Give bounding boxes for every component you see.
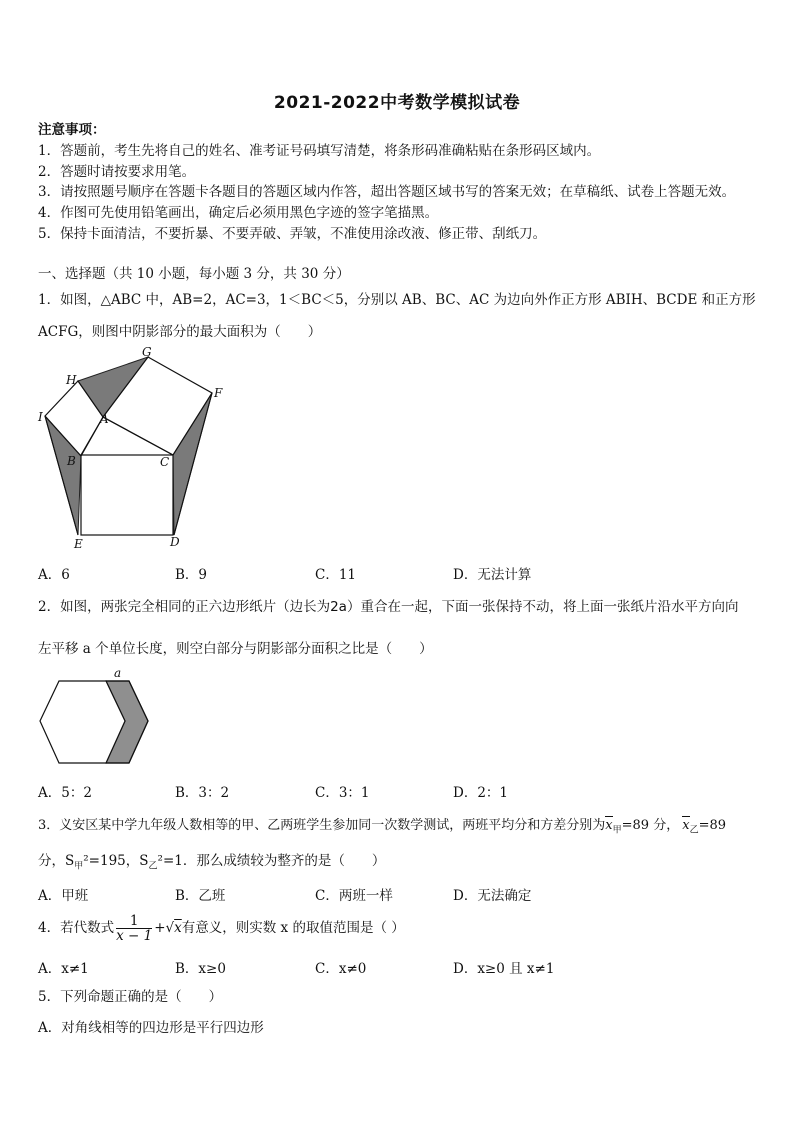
q5-option-a: A．对角线相等的四边形是平行四边形 — [38, 1020, 264, 1036]
q2-text-line1: 2．如图，两张完全相同的正六边形纸片（边长为2a）重合在一起，下面一张保持不动，将上面一张纸片沿水平方向向 — [38, 599, 739, 615]
q4-options — [38, 957, 778, 975]
notice-item-1: 1．答题前，考生先将自己的姓名、准考证号码填写清楚，将条形码准确粘贴在条形码区域内。 — [38, 143, 601, 159]
q1-figure — [36, 343, 236, 553]
q4-option-a: A．x≠1 — [38, 961, 89, 977]
notice-heading: 注意事项： — [38, 122, 106, 138]
label-d: D — [170, 535, 180, 549]
q1-text-line1: 1．如图，△ABC 中，AB=2，AC=3，1＜BC＜5，分别以 AB、BC、AC 为边向外作正方形 ABIH、BCDE 和正方形 — [38, 292, 756, 308]
label-g: G — [142, 345, 152, 359]
q4-text: 4．若代数式 $\frac{1}{x - 1}$ +√x有意义，则实数 x 的取值范围是（ ） — [38, 913, 405, 944]
notice-item-2: 2．答题时请按要求用笔。 — [38, 164, 196, 180]
label-h: H — [66, 373, 77, 387]
label-e: E — [74, 537, 83, 551]
q3-option-b: B．乙班 — [175, 888, 226, 904]
notice-item-3: 3．请按照题号顺序在答题卡各题目的答题区域内作答，超出答题区域书写的答案无效；在草稿纸、试卷上答题无效。 — [38, 184, 736, 200]
q1-options — [38, 563, 778, 581]
q3-text-line1: 3．义安区某中学九年级人数相等的甲、乙两班学生参加同一次数学测试，两班平均分和方差分别为$x_甲=89$ 分， $x_乙=89$ — [38, 818, 727, 836]
q4-option-b: B．x≥0 — [175, 961, 226, 977]
label-i: I — [38, 410, 43, 424]
q4-option-c: C．x≠0 — [315, 961, 367, 977]
label-f: F — [214, 386, 223, 400]
q2-side-length: 2a — [330, 599, 347, 615]
notice-item-5: 5．保持卡面清洁，不要折暴、不要弄破、弄皱，不准使用涂改液、修正带、刮纸刀。 — [38, 226, 547, 242]
q1-text-line2: ACFG，则图中阴影部分的最大面积为（ ） — [38, 324, 322, 340]
q2-options — [38, 781, 778, 799]
q5-text: 5．下列命题正确的是（ ） — [38, 989, 223, 1005]
q3-option-a: A．甲班 — [38, 888, 89, 904]
q4-fraction: $\frac{1}{x - 1}$ — [116, 913, 153, 944]
q4-option-d: D．x≥0 且 x≠1 — [453, 961, 555, 977]
q1-option-a: A．6 — [38, 567, 70, 583]
section-heading: 一、选择题（共 10 小题，每小题 3 分，共 30 分） — [38, 266, 350, 282]
notice-item-4: 4．作图可先使用铅笔画出，确定后必须用黑色字迹的签字笔描黑。 — [38, 205, 439, 221]
q3-option-d: D．无法确定 — [453, 888, 532, 904]
shade-triangle-ahg — [78, 357, 148, 417]
page-title: 2021-2022中考数学模拟试卷 — [273, 93, 521, 113]
q3-option-c: C．两班一样 — [315, 888, 393, 904]
q2-option-a: A．5：2 — [38, 785, 92, 801]
q1-option-b: B．9 — [175, 567, 208, 583]
label-b: B — [67, 454, 76, 468]
q2-text-line2: 左平移 a 个单位长度，则空白部分与阴影部分面积之比是（ ） — [38, 641, 433, 657]
triangle-abc — [81, 417, 173, 455]
label-c: C — [160, 455, 170, 469]
label-a: A — [100, 412, 109, 426]
q2-option-b: B．3：2 — [175, 785, 230, 801]
q1-option-c: C．11 — [315, 567, 357, 583]
q4-sqrt: √x — [165, 920, 182, 936]
label-a-shift: a — [114, 666, 122, 680]
q2-option-d: D．2：1 — [453, 785, 509, 801]
q3-options — [38, 884, 778, 902]
q3-text-line2: 分，$S_甲^2=195$，$S_乙^2=1$．那么成绩较为整齐的是（ ） — [38, 853, 386, 872]
q1-option-d: D．无法计算 — [453, 567, 532, 583]
q2-option-c: C．3：1 — [315, 785, 370, 801]
q2-figure — [36, 665, 156, 770]
